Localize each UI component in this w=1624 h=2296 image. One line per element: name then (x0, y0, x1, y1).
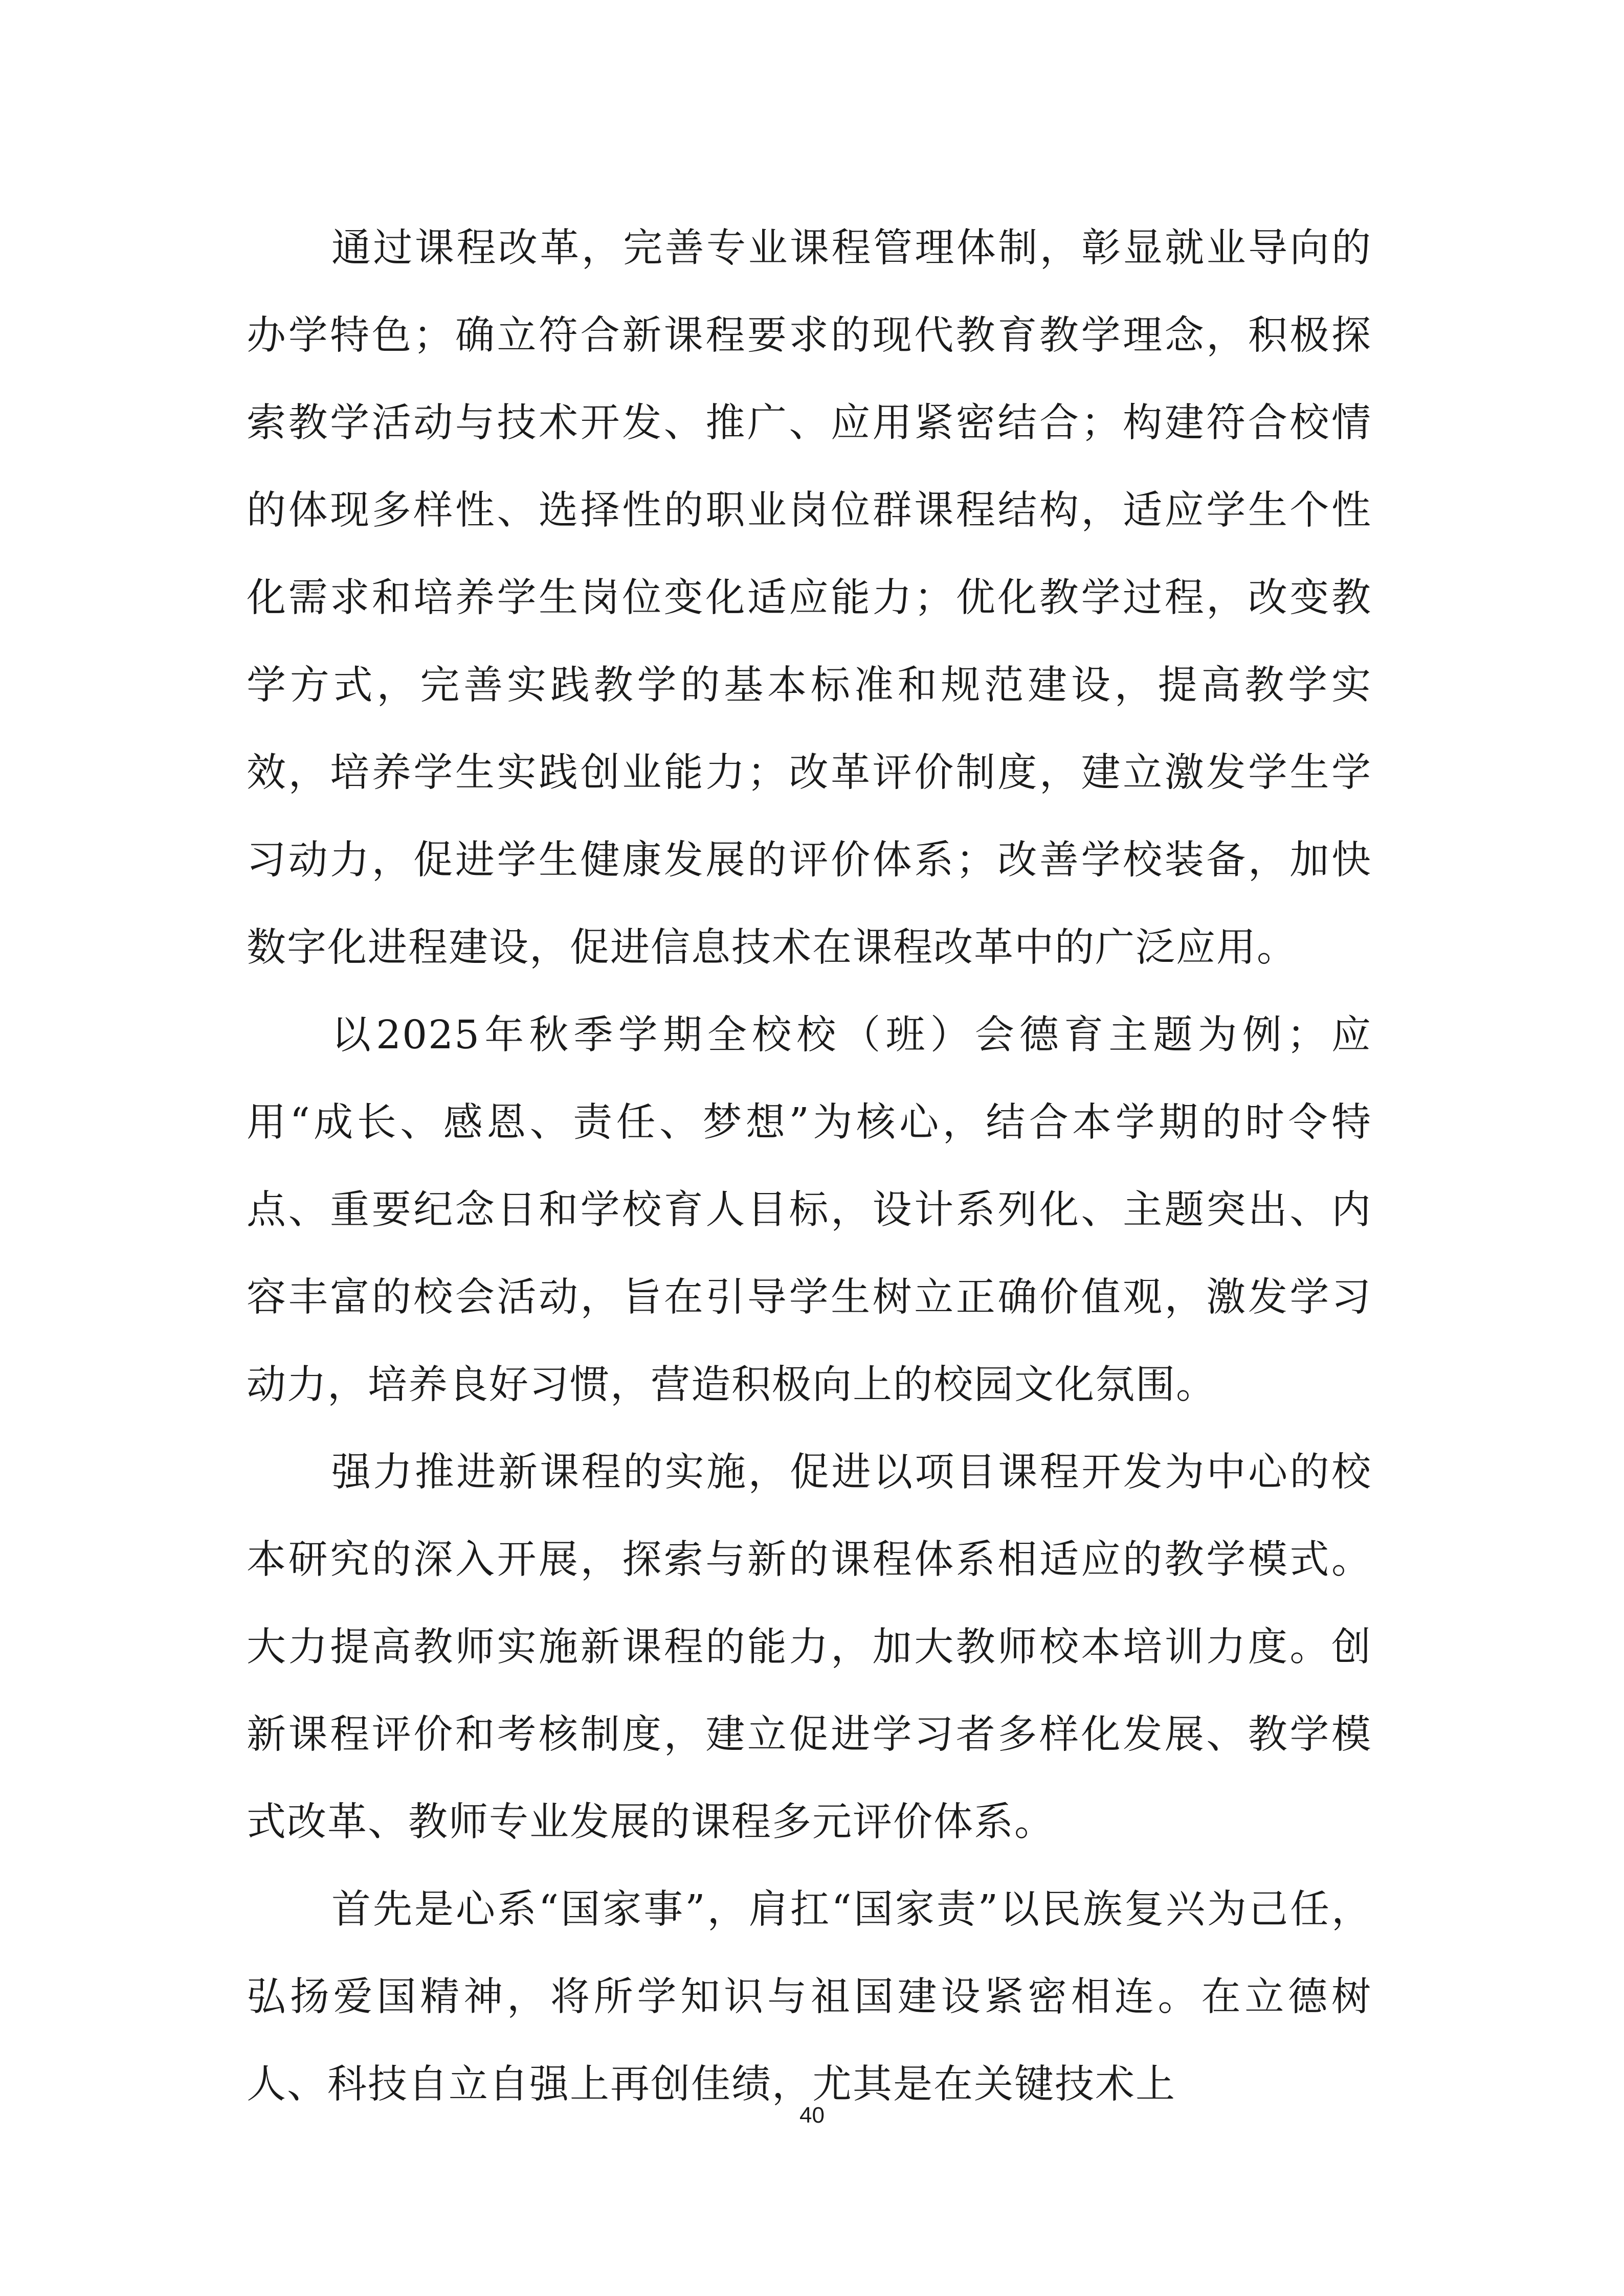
paragraph-1: 通过课程改革，完善专业课程管理体制，彰显就业导向的办学特色；确立符合新课程要求的现代教育教学理念，积极探索教学活动与技术开发、推广、应用紧密结合；构建符合校情的体现多样性、选择性的职业岗位群课程结构，适应学生个性化需求和培养学生岗位变化适应能力；优化教学过程，改变教学方式，完善实践教学的基本标准和规范建设，提高教学实效，培养学生实践创业能力；改革评价制度，建立激发学生学习动力，促进学生健康发展的评价体系；改善学校装备，加快数字化进程建设，促进信息技术在课程改革中的广泛应用。 (247, 226, 1372, 971)
paragraph-2: 以2025年秋季学期全校校（班）会德育主题为例；应用“成长、感恩、责任、梦想”为核心，结合本学期的时令特点、重要纪念日和学校育人目标，设计系列化、主题突出、内容丰富的校会活动，旨在引导学生树立正确价值观，激发学习动力，培养良好习惯，营造积极向上的校园文化氛围。 (247, 1012, 1372, 1408)
paragraph-3: 强力推进新课程的实施，促进以项目课程开发为中心的校本研究的深入开展，探索与新的课程体系相适应的教学模式。大力提高教师实施新课程的能力，加大教师校本培训力度。创新课程评价和考核制度，建立促进学习者多样化发展、教学模式改革、教师专业发展的课程多元评价体系。 (247, 1450, 1372, 1845)
paragraph-4: 首先是心系“国家事”，肩扛“国家责”以民族复兴为己任，弘扬爱国精神，将所学知识与祖国建设紧密相连。在立德树人、科技自立自强上再创佳绩，尤其是在关键技术上 (247, 1887, 1372, 2107)
body-text (247, 205, 1372, 2128)
page-number: 40 (799, 2103, 825, 2128)
